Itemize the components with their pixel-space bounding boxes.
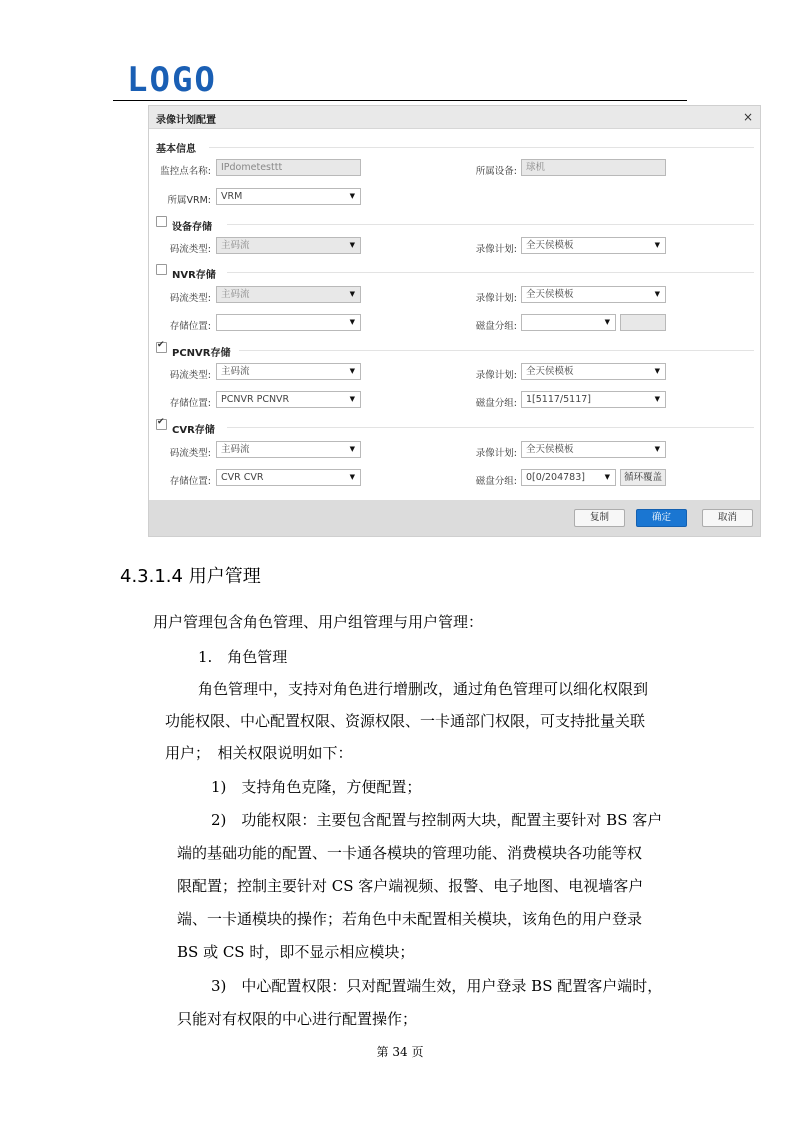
nvr-disk-select[interactable] xyxy=(521,314,616,331)
chevron-down-icon: ▼ xyxy=(349,241,355,249)
paragraph-line: 角色管理中，支持对角色进行增删改，通过角色管理可以细化权限到 xyxy=(198,680,649,698)
nvr-stream-value: 主码流 xyxy=(221,289,250,300)
device-stream-select[interactable] xyxy=(216,237,361,254)
section-cvr-storage: CVR存储 xyxy=(172,425,215,436)
cvr-plan-value: 全天侯模板 xyxy=(526,444,574,455)
pcnvr-location-label: 存储位置: xyxy=(169,398,211,409)
chevron-down-icon: ▼ xyxy=(349,445,355,453)
pcnvr-storage-checkbox[interactable] xyxy=(156,342,167,353)
nvr-overwrite-button[interactable] xyxy=(620,314,666,331)
vrm-label: 所属VRM: xyxy=(167,195,211,206)
pcnvr-plan-select[interactable] xyxy=(521,363,666,380)
paragraph-line: 用户管理包含角色管理、用户组管理与用户管理： xyxy=(153,613,484,631)
section-divider xyxy=(227,272,754,273)
nvr-storage-checkbox[interactable] xyxy=(156,264,167,275)
pcnvr-location-select[interactable] xyxy=(216,391,361,408)
device-stream-value: 主码流 xyxy=(221,240,250,251)
device-label: 所属设备: xyxy=(475,166,517,177)
cvr-storage-checkbox[interactable] xyxy=(156,419,167,430)
list-item: 1) 支持角色克隆，方便配置； xyxy=(211,778,422,796)
record-plan-dialog xyxy=(148,105,761,537)
pcnvr-disk-label: 磁盘分组: xyxy=(475,398,517,409)
paragraph-line: 用户； 相关权限说明如下： xyxy=(165,744,353,762)
nvr-stream-label: 码流类型: xyxy=(169,293,211,304)
device-plan-select[interactable] xyxy=(521,237,666,254)
camera-name-value: IPdometesttt xyxy=(221,162,283,173)
chevron-down-icon: ▼ xyxy=(604,318,610,326)
camera-name-label: 监控点名称: xyxy=(160,166,211,177)
dialog-footer xyxy=(149,500,760,536)
section-nvr-storage: NVR存储 xyxy=(172,270,216,281)
cvr-location-value: CVR CVR xyxy=(221,472,264,483)
list-item: 1. 角色管理 xyxy=(198,648,288,666)
cvr-disk-select[interactable] xyxy=(521,469,616,486)
list-item: 2) 功能权限：主要包含配置与控制两大块，配置主要针对 BS 客户 xyxy=(211,811,663,829)
pcnvr-disk-select[interactable] xyxy=(521,391,666,408)
paragraph-line: 只能对有权限的中心进行配置操作； xyxy=(177,1010,418,1028)
chevron-down-icon: ▼ xyxy=(349,395,355,403)
nvr-plan-value: 全天侯模板 xyxy=(526,289,574,300)
pcnvr-stream-value: 主码流 xyxy=(221,366,250,377)
chevron-down-icon: ▼ xyxy=(349,318,355,326)
ok-button[interactable]: 确定 xyxy=(636,509,687,527)
list-item: 3) 中心配置权限：只对配置端生效，用户登录 BS 配置客户端时， xyxy=(211,977,663,995)
cvr-plan-select[interactable] xyxy=(521,441,666,458)
paragraph-line: 功能权限、中心配置权限、资源权限、一卡通部门权限，可支持批量关联 xyxy=(165,712,646,730)
nvr-location-label: 存储位置: xyxy=(169,321,211,332)
device-stream-label: 码流类型: xyxy=(169,244,211,255)
paragraph-line: BS 或 CS 时，即不显示相应模块； xyxy=(177,943,415,961)
pcnvr-plan-label: 录像计划: xyxy=(475,370,517,381)
cvr-disk-value: 0[0/204783] xyxy=(526,472,585,483)
chevron-down-icon: ▼ xyxy=(654,367,660,375)
copy-button[interactable]: 复制 xyxy=(574,509,625,527)
section-divider xyxy=(227,224,754,225)
logo-text: LOGO xyxy=(127,60,217,100)
vrm-select[interactable] xyxy=(216,188,361,205)
nvr-disk-label: 磁盘分组: xyxy=(475,321,517,332)
pcnvr-stream-select[interactable] xyxy=(216,363,361,380)
chevron-down-icon: ▼ xyxy=(604,473,610,481)
camera-name-field[interactable] xyxy=(216,159,361,176)
section-divider xyxy=(209,147,754,148)
chevron-down-icon: ▼ xyxy=(349,192,355,200)
pcnvr-disk-value: 1[5117/5117] xyxy=(526,394,592,405)
chevron-down-icon: ▼ xyxy=(349,473,355,481)
nvr-plan-select[interactable] xyxy=(521,286,666,303)
chevron-down-icon: ▼ xyxy=(654,241,660,249)
dialog-titlebar xyxy=(149,106,760,129)
chevron-down-icon: ▼ xyxy=(654,395,660,403)
nvr-location-select[interactable] xyxy=(216,314,361,331)
pcnvr-plan-value: 全天侯模板 xyxy=(526,366,574,377)
device-field[interactable] xyxy=(521,159,666,176)
section-pcnvr-storage: PCNVR存储 xyxy=(172,348,231,359)
nvr-plan-label: 录像计划: xyxy=(475,293,517,304)
section-divider xyxy=(239,350,754,351)
cvr-location-label: 存储位置: xyxy=(169,476,211,487)
device-storage-checkbox[interactable] xyxy=(156,216,167,227)
cvr-disk-label: 磁盘分组: xyxy=(475,476,517,487)
logo xyxy=(127,62,217,98)
pcnvr-stream-label: 码流类型: xyxy=(169,370,211,381)
cvr-stream-label: 码流类型: xyxy=(169,448,211,459)
cvr-plan-label: 录像计划: xyxy=(475,448,517,459)
pcnvr-location-value: PCNVR PCNVR xyxy=(221,394,290,405)
chevron-down-icon: ▼ xyxy=(349,290,355,298)
section-divider xyxy=(227,427,754,428)
cvr-location-select[interactable] xyxy=(216,469,361,486)
section-basic-info: 基本信息 xyxy=(156,144,196,155)
cancel-button[interactable]: 取消 xyxy=(702,509,753,527)
device-value: 球机 xyxy=(526,162,546,173)
cvr-stream-select[interactable] xyxy=(216,441,361,458)
chevron-down-icon: ▼ xyxy=(654,445,660,453)
cvr-stream-value: 主码流 xyxy=(221,444,250,455)
chevron-down-icon: ▼ xyxy=(349,367,355,375)
cvr-overwrite-button[interactable]: 循环覆盖 xyxy=(620,469,666,486)
page-number: 第 34 页 xyxy=(376,1045,424,1059)
section-heading: 4.3.1.4 用户管理 xyxy=(120,566,261,587)
vrm-value: VRM xyxy=(221,191,243,202)
paragraph-line: 端、一卡通模块的操作；若角色中未配置相关模块，该角色的用户登录 xyxy=(177,910,643,928)
header-divider xyxy=(113,100,687,101)
device-plan-value: 全天侯模板 xyxy=(526,240,574,251)
nvr-stream-select[interactable] xyxy=(216,286,361,303)
paragraph-line: 端的基础功能的配置、一卡通各模块的管理功能、消费模块各功能等权 xyxy=(177,844,643,862)
device-plan-label: 录像计划: xyxy=(475,244,517,255)
chevron-down-icon: ▼ xyxy=(654,290,660,298)
section-device-storage: 设备存储 xyxy=(172,222,212,233)
paragraph-line: 限配置；控制主要针对 CS 客户端视频、报警、电子地图、电视墙客户 xyxy=(177,877,644,895)
close-icon[interactable]: × xyxy=(742,110,753,124)
dialog-title: 录像计划配置 xyxy=(156,115,216,126)
